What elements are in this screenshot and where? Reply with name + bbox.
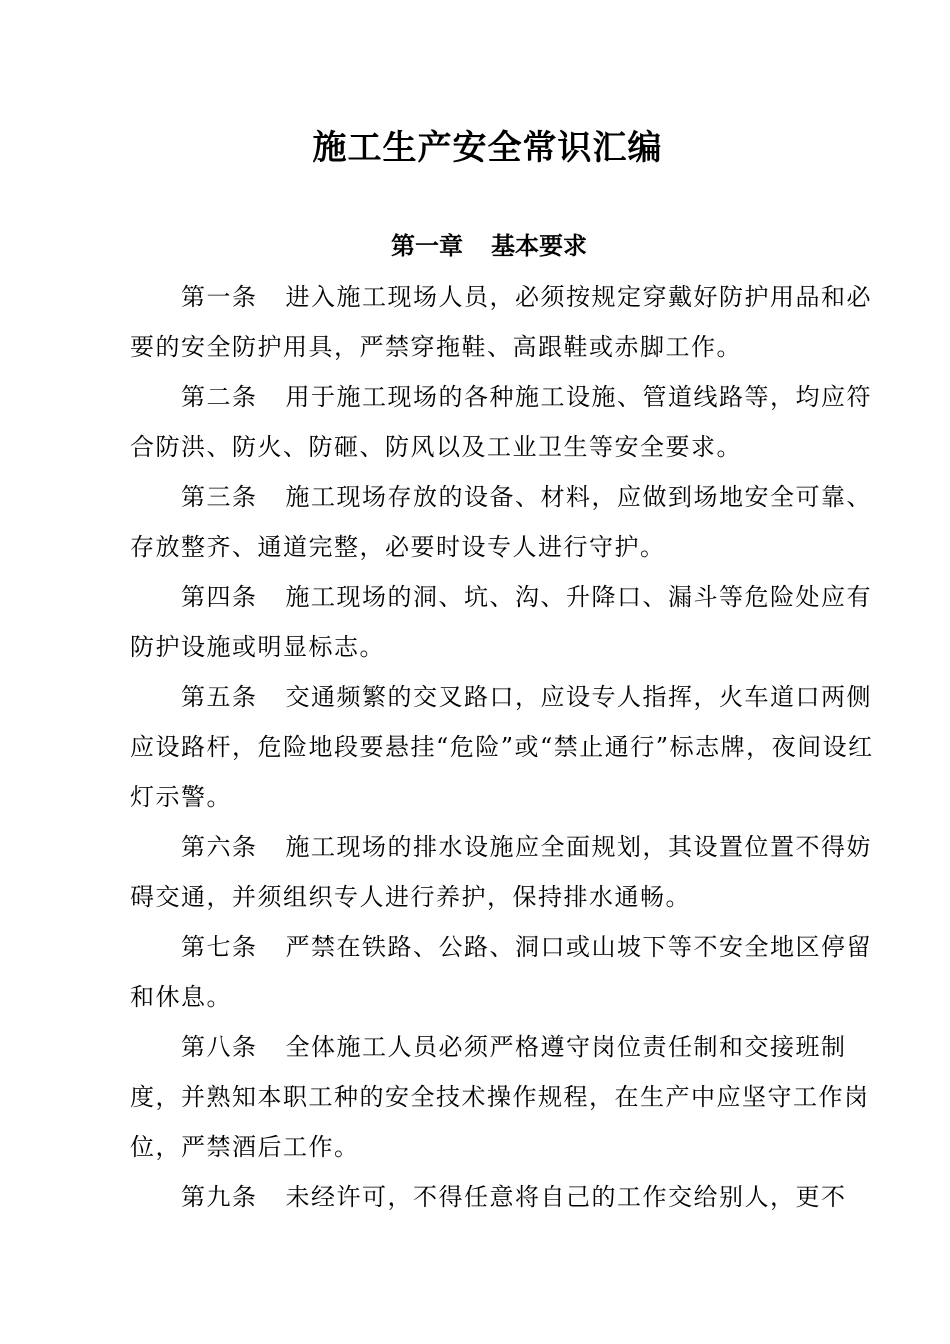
article-text: 用于施工现场的各种施工设施、管道线路等，均应符合防洪、防火、防砸、防风以及工业卫生等安全要求。 (130, 383, 872, 461)
article-number: 第二条 (181, 383, 258, 411)
article-1 (130, 272, 875, 372)
article-8 (130, 1022, 875, 1172)
article-text: 严禁在铁路、公路、洞口或山坡下等不安全地区停留和休息。 (130, 933, 872, 1011)
article-5 (130, 672, 875, 822)
article-number: 第六条 (181, 833, 258, 861)
article-text: 施工现场的排水设施应全面规划，其设置位置不得妨碍交通，并须组织专人进行养护，保持排水通畅。 (130, 833, 872, 911)
article-6 (130, 822, 875, 922)
article-4 (130, 572, 875, 672)
document-title: 施工生产安全常识汇编 (312, 128, 663, 168)
article-text: 未经许可，不得任意将自己的工作交给别人，更不 (285, 1183, 847, 1211)
article-9 (130, 1172, 875, 1222)
article-number: 第七条 (181, 933, 258, 961)
article-number: 第一条 (181, 283, 258, 311)
article-text: 施工现场的洞、坑、沟、升降口、漏斗等危险处应有防护设施或明显标志。 (130, 583, 872, 661)
article-number: 第八条 (181, 1033, 258, 1061)
article-number: 第三条 (181, 483, 258, 511)
article-list (130, 272, 875, 1222)
article-text: 交通频繁的交叉路口，应设专人指挥，火车道口两侧应设路杆，危险地段要悬挂“危险”或“禁止通行”标志牌，夜间设红灯示警。 (130, 683, 874, 811)
article-number: 第五条 (181, 683, 258, 711)
chapter-name: 基本要求 (491, 231, 587, 260)
article-number: 第四条 (181, 583, 258, 611)
article-text: 全体施工人员必须严格遵守岗位责任制和交接班制度，并熟知本职工种的安全技术操作规程，在生产中应坚守工作岗位，严禁酒后工作。 (130, 1033, 870, 1161)
article-text: 施工现场存放的设备、材料，应做到场地安全可靠、存放整齐、通道完整，必要时设专人进行守护。 (130, 483, 872, 561)
article-3 (130, 472, 875, 572)
article-7 (130, 922, 875, 1022)
article-2 (130, 372, 875, 472)
article-number: 第九条 (181, 1183, 258, 1211)
chapter-number: 第一章 (391, 231, 463, 260)
chapter-heading (0, 222, 950, 270)
article-text: 进入施工现场人员，必须按规定穿戴好防护用品和必要的安全防护用具，严禁穿拖鞋、高跟鞋或赤脚工作。 (130, 283, 872, 361)
